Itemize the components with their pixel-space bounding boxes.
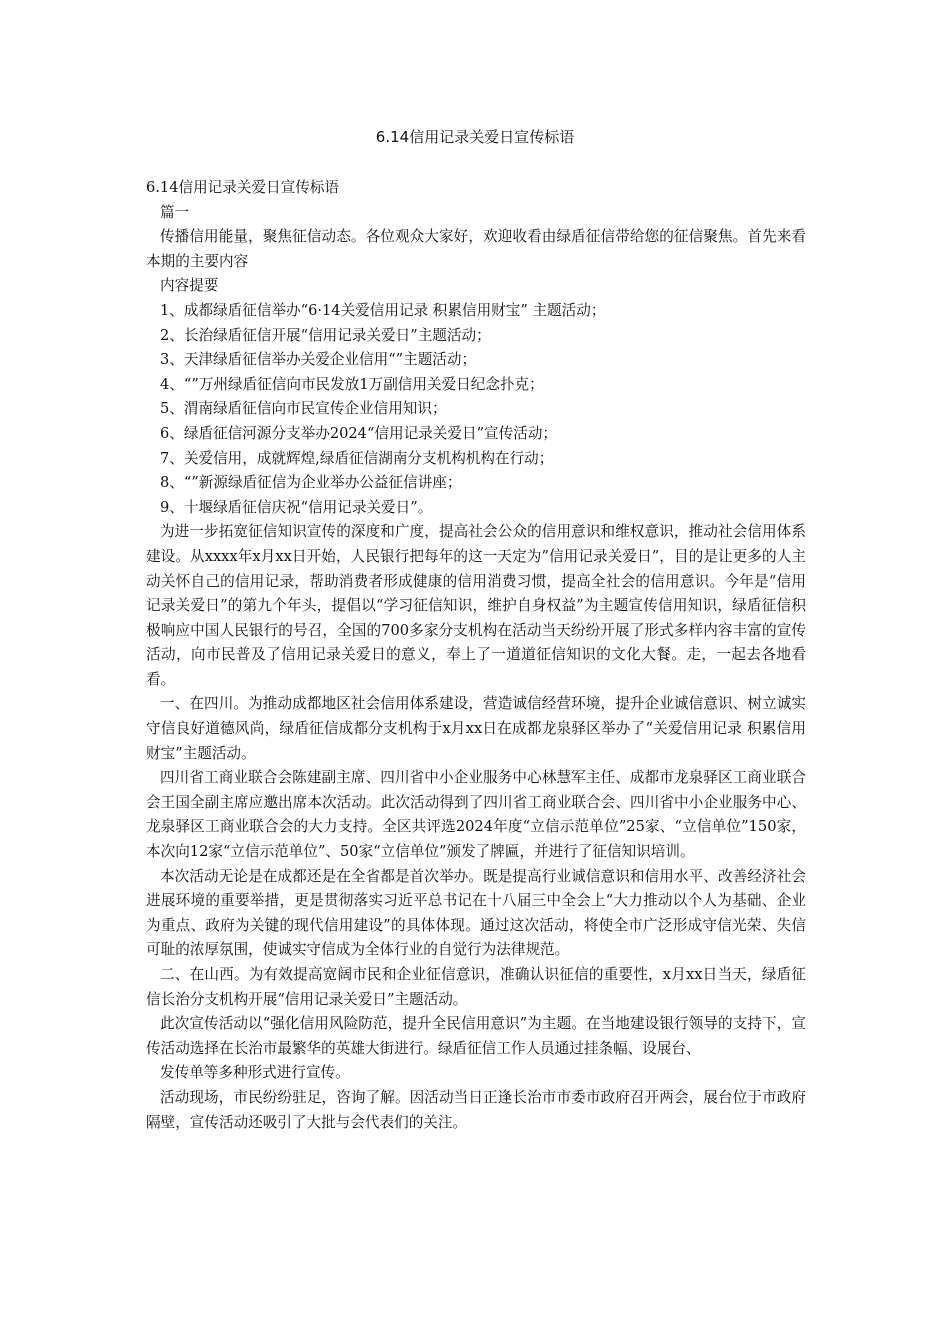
document-body [146,176,806,1135]
paragraph: 5、渭南绿盾征信向市民宣传企业信用知识； [160,400,447,418]
paragraph: 9、十堰绿盾征信庆祝“信用记录关爱日”。 [160,498,433,516]
paragraph: 为进一步拓宽征信知识宣传的深度和广度，提高社会公众的信用意识和维权意识，推动社会信用体系建设。从xxxx年x月xx日开始，人民银行把每年的这一天定为”信用记录关爱日”，目的是让更多的人主动关怀自己的信用记录，帮助消费者形成健康的信用消费习惯，提高全社会的信用意识。今年是“信用记录关爱日”的第九个年头，提倡以“学习征信知识，维护自身权益”为主题宣传信用知识，绿盾征信积极响应中国人民银行的号召，全国的700多家分支机构在活动当天纷纷开展了形式多样内容丰富的宣传活动，向市民普及了信用记录关爱日的意义，奉上了一道道征信知识的文化大餐。走，一起去各地看看。 [146,523,806,688]
paragraph: 篇一 [160,203,190,221]
paragraph: 2、长治绿盾征信开展“信用记录关爱日”主题活动； [160,326,491,344]
document-title: 6.14信用记录关爱日宣传标语 [375,128,575,146]
paragraph: 发传单等多种形式进行宣传。 [160,1064,350,1082]
paragraph: 内容提要 [160,277,219,295]
paragraph: 7、关爱信用，成就辉煌,绿盾征信湖南分支机构机构在行动； [160,449,554,467]
paragraph: 此次宣传活动以“强化信用风险防范，提升全民信用意识”为主题。在当地建设银行领导的支持下，宣传活动选择在长治市最繁华的英雄大街进行。绿盾征信工作人员通过挂条幅、设展台、 [146,1015,806,1057]
paragraph: 四川省工商业联合会陈建副主席、四川省中小企业服务中心林慧军主任、成都市龙泉驿区工商业联合会王国全副主席应邀出席本次活动。此次活动得到了四川省工商业联合会、四川省中小企业服务中心、龙泉驿区工商业联合会的大力支持。全区共评选2024年度“立信示范单位”25家、“立信单位”150家，本次向12家“立信示范单位”、50家“立信单位”颁发了牌匾，并进行了征信知识培训。 [146,769,806,861]
paragraph: 活动现场，市民纷纷驻足，咨询了解。因活动当日正逢长治市市委市政府召开两会，展台位于市政府隔壁，宣传活动还吸引了大批与会代表们的关注。 [146,1088,806,1131]
paragraph: 4、“”万州绿盾征信向市民发放1万副信用关爱日纪念扑克； [160,375,544,393]
paragraph: 一、在四川。为推动成都地区社会信用体系建设，营造诚信经营环境，提升企业诚信意识、树立诚实守信良好道德风尚，绿盾征信成都分支机构于x月xx日在成都龙泉驿区举办了“关爱信用记录 积累信用财宝”主题活动。 [146,695,806,762]
paragraph: 8、“”新源绿盾征信为企业举办公益征信讲座； [160,474,462,492]
paragraph: 1、成都绿盾征信举办“6·14关爱信用记录 积累信用财宝” 主题活动； [160,301,606,319]
paragraph: 二、在山西。为有效提高宽阔市民和企业征信意识，准确认识征信的重要性，x月xx日当天，绿盾征信长治分支机构开展“信用记录关爱日”主题活动。 [146,966,806,1008]
paragraph: 3、天津绿盾征信举办关爱企业信用“”主题活动； [160,351,477,369]
paragraph: 6.14信用记录关爱日宣传标语 [146,179,340,196]
paragraph: 6、绿盾征信河源分支举办2024“信用记录关爱日”宣传活动； [160,424,558,442]
paragraph: 本次活动无论是在成都还是在全省都是首次举办。既是提高行业诚信意识和信用水平、改善经济社会进展环境的重要举措，更是贯彻落实习近平总书记在十八届三中全会上“大力推动以个人为基础、企业为重点、政府为关键的现代信用建设”的具体体现。通过这次活动，将使全市广泛形成守信光荣、失信可耻的浓厚氛围，使诚实守信成为全体行业的自觉行为法律规范。 [146,867,806,959]
paragraph: 传播信用能量，聚焦征信动态。各位观众大家好，欢迎收看由绿盾征信带给您的征信聚焦。首先来看本期的主要内容 [146,228,806,270]
